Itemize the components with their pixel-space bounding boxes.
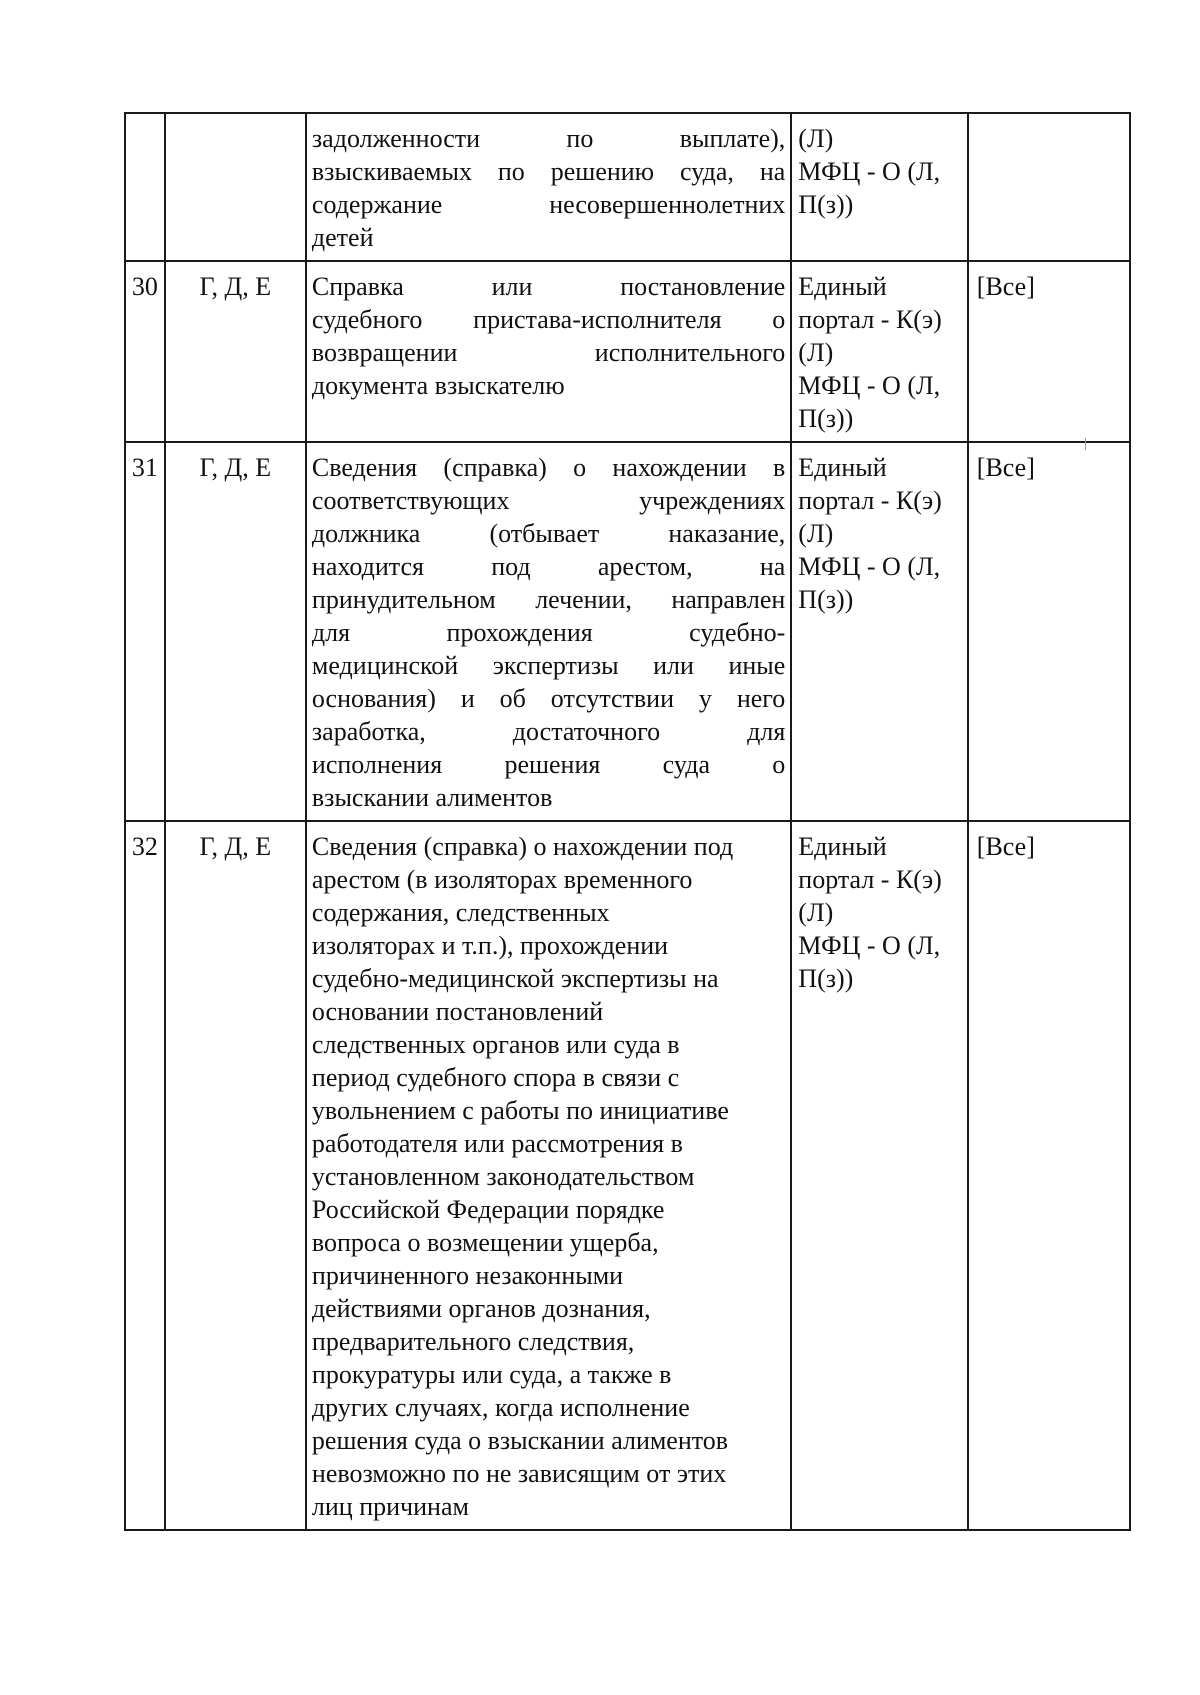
applicability-scope: [Все]	[968, 821, 1130, 1530]
text-line: портал - К(э)	[798, 486, 942, 515]
text-line: (Л)	[798, 124, 834, 153]
text-line: других случаях, когда исполнение	[311, 1393, 690, 1422]
text-line: прокуратуры или суда, а также в	[311, 1360, 672, 1389]
text-line: МФЦ - О (Л,	[798, 552, 941, 581]
text-line: невозможно по не зависящим от этих	[311, 1459, 727, 1488]
text-line: документа взыскателю	[311, 371, 565, 400]
row-number	[125, 113, 165, 261]
text-line: Справка или постановление	[311, 272, 786, 301]
applicability-scope	[968, 113, 1130, 261]
text-line: (Л)	[798, 519, 834, 548]
text-line: причиненного незаконными	[311, 1261, 624, 1290]
text-line: Единый	[798, 832, 887, 861]
text-line: П(з))	[798, 190, 854, 219]
applicability-scope: [Все]	[968, 442, 1130, 821]
text-line: установленном законодательством	[311, 1162, 695, 1191]
text-line: действиями органов дознания,	[311, 1294, 651, 1323]
text-line: портал - К(э)	[798, 865, 942, 894]
submission-method	[791, 442, 968, 821]
table-row	[125, 442, 1130, 821]
text-line: предварительного следствия,	[311, 1327, 635, 1356]
text-line: следственных органов или суда в	[311, 1030, 680, 1059]
document-description	[306, 261, 791, 442]
text-line: находится под арестом, на	[311, 552, 786, 581]
text-line: (Л)	[798, 898, 834, 927]
text-line: задолженности по выплате),	[311, 124, 786, 153]
row-codes: Г, Д, Е	[165, 261, 306, 442]
text-line: Сведения (справка) о нахождении под	[311, 832, 734, 861]
text-line: медицинской экспертизы или иные	[311, 651, 786, 680]
text-line: Российской Федерации порядке	[311, 1195, 665, 1224]
text-line: исполнения решения суда о	[311, 750, 786, 779]
submission-method	[791, 113, 968, 261]
text-line: судебно-медицинской экспертизы на	[311, 964, 719, 993]
row-number: 30	[125, 261, 165, 442]
text-line: увольнением с работы по инициативе	[311, 1096, 729, 1125]
document-description	[306, 442, 791, 821]
table-row	[125, 113, 1130, 261]
scan-artifact	[1085, 438, 1086, 450]
text-line: П(з))	[798, 404, 854, 433]
text-line: изоляторах и т.п.), прохождении	[311, 931, 669, 960]
row-number: 31	[125, 442, 165, 821]
document-description	[306, 113, 791, 261]
text-line: лиц причинам	[311, 1492, 469, 1521]
text-line: взыскании алиментов	[311, 783, 553, 812]
document-description	[306, 821, 791, 1530]
text-line: период судебного спора в связи с	[311, 1063, 680, 1092]
text-line: арестом (в изоляторах временного	[311, 865, 693, 894]
text-line: основания) и об отсутствии у него	[311, 684, 786, 713]
text-line: Сведения (справка) о нахождении в	[311, 453, 786, 482]
text-line: для прохождения судебно-	[311, 618, 786, 647]
text-line: содержание несовершеннолетних	[311, 190, 786, 219]
text-line: вопроса о возмещении ущерба,	[311, 1228, 659, 1257]
text-line: принудительном лечении, направлен	[311, 585, 786, 614]
text-line: детей	[311, 223, 374, 252]
text-line: МФЦ - О (Л,	[798, 157, 941, 186]
row-codes: Г, Д, Е	[165, 821, 306, 1530]
text-line: МФЦ - О (Л,	[798, 371, 941, 400]
row-codes: Г, Д, Е	[165, 442, 306, 821]
text-line: Единый	[798, 453, 887, 482]
text-line: работодателя или рассмотрения в	[311, 1129, 683, 1158]
text-line: взыскиваемых по решению суда, на	[311, 157, 786, 186]
text-line: МФЦ - О (Л,	[798, 931, 941, 960]
text-line: (Л)	[798, 338, 834, 367]
text-line: Единый	[798, 272, 887, 301]
text-line: решения суда о взыскании алиментов	[311, 1426, 729, 1455]
text-line: П(з))	[798, 964, 854, 993]
submission-method	[791, 821, 968, 1530]
text-line: основании постановлений	[311, 997, 604, 1026]
table-row	[125, 821, 1130, 1530]
text-line: портал - К(э)	[798, 305, 942, 334]
text-line: соответствующих учреждениях	[311, 486, 786, 515]
text-line: возвращении исполнительного	[311, 338, 786, 367]
submission-method	[791, 261, 968, 442]
row-codes	[165, 113, 306, 261]
text-line: содержания, следственных	[311, 898, 610, 927]
text-line: должника (отбывает наказание,	[311, 519, 786, 548]
text-line: заработка, достаточного для	[311, 717, 786, 746]
text-line: П(з))	[798, 585, 854, 614]
table-row	[125, 261, 1130, 442]
row-number: 32	[125, 821, 165, 1530]
text-line: судебного пристава-исполнителя о	[311, 305, 786, 334]
documents-table	[124, 112, 1131, 1531]
applicability-scope: [Все]	[968, 261, 1130, 442]
